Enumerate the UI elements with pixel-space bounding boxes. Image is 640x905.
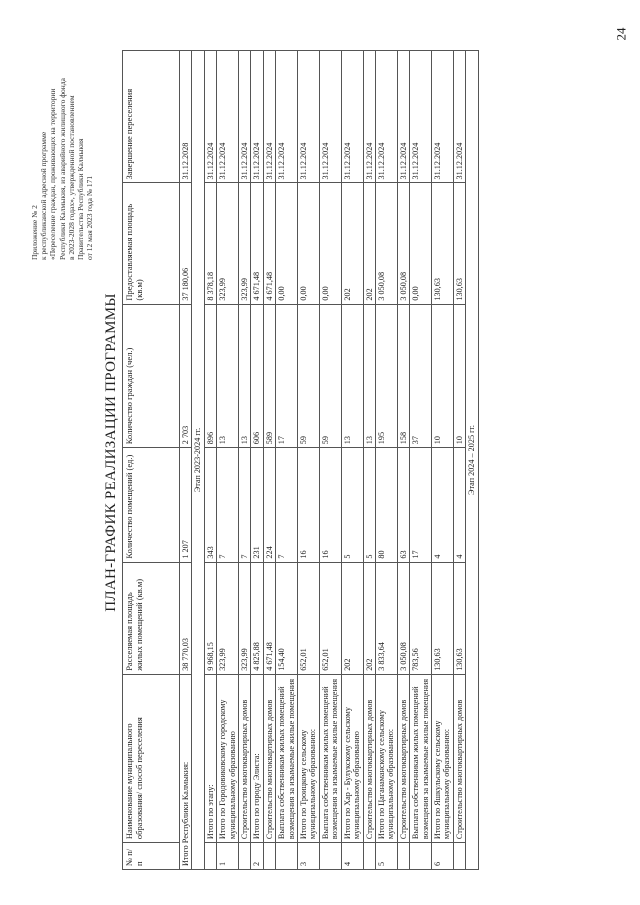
cell-completed: 31.12.2024 xyxy=(263,51,275,183)
cell-provided: 0,00 xyxy=(319,183,341,304)
cell-provided: 323,99 xyxy=(217,183,239,304)
cell-provided: 202 xyxy=(363,183,375,304)
cell-count: 7 xyxy=(217,448,239,562)
cell-area: 9 968,15 xyxy=(204,562,216,674)
cell-area: 323,99 xyxy=(217,562,239,674)
table-row xyxy=(239,51,251,870)
header-no: № п/п xyxy=(123,843,180,870)
total-count: 1 207 xyxy=(180,448,192,562)
table-row xyxy=(363,51,375,870)
table-row xyxy=(276,51,298,870)
cell-people: 59 xyxy=(319,304,341,448)
cell-no xyxy=(397,843,409,870)
appendix-line: «Переселение граждан, проживающих на территории xyxy=(48,88,58,260)
cell-area: 130,63 xyxy=(453,562,465,674)
stage-label: Этап 2023-2024 гг. xyxy=(192,51,204,870)
cell-people: 606 xyxy=(251,304,263,448)
table-row xyxy=(251,51,263,870)
cell-area: 202 xyxy=(341,562,363,674)
cell-name: Строительство многоквартирных домов xyxy=(263,674,275,842)
appendix-line: Правительства Республики Калмыкия xyxy=(76,138,86,260)
cell-no xyxy=(204,843,216,870)
cell-name: Итого по Городовиковскому городскому муниципальному образованию xyxy=(217,674,239,842)
stage-label: Этап 2024 – 2025 гг. xyxy=(466,51,478,870)
total-people: 2 703 xyxy=(180,304,192,448)
cell-count: 231 xyxy=(251,448,263,562)
cell-completed: 31.12.2024 xyxy=(363,51,375,183)
cell-name: Строительство многоквартирных домов xyxy=(239,674,251,842)
cell-completed: 31.12.2024 xyxy=(276,51,298,183)
cell-count: 17 xyxy=(410,448,432,562)
cell-provided: 130,63 xyxy=(431,183,453,304)
cell-completed: 31.12.2024 xyxy=(397,51,409,183)
cell-people: 195 xyxy=(375,304,397,448)
table-row xyxy=(263,51,275,870)
cell-count: 16 xyxy=(298,448,320,562)
cell-completed: 31.12.2024 xyxy=(375,51,397,183)
cell-no xyxy=(239,843,251,870)
header-completed: Завершение переселения xyxy=(123,51,180,183)
cell-provided: 3 050,08 xyxy=(397,183,409,304)
cell-name: Выплата собственникам жилых помещений возмещения за изымаемые жилые помещения xyxy=(410,674,432,842)
cell-area: 3 050,08 xyxy=(397,562,409,674)
cell-name: Строительство многоквартирных домов xyxy=(397,674,409,842)
cell-area: 4 825,88 xyxy=(251,562,263,674)
stage-row xyxy=(466,51,478,870)
cell-completed: 31.12.2024 xyxy=(239,51,251,183)
cell-area: 652,01 xyxy=(298,562,320,674)
cell-area: 4 671,48 xyxy=(263,562,275,674)
appendix-line: Приложение № 2 xyxy=(30,205,39,260)
table-row xyxy=(298,51,320,870)
cell-area: 154,40 xyxy=(276,562,298,674)
cell-provided: 202 xyxy=(341,183,363,304)
cell-name: Итого по этапу: xyxy=(204,674,216,842)
cell-area: 652,01 xyxy=(319,562,341,674)
cell-completed: 31.12.2024 xyxy=(410,51,432,183)
table-row xyxy=(453,51,465,870)
cell-completed: 31.12.2024 xyxy=(431,51,453,183)
cell-name: Строительство многоквартирных домов xyxy=(363,674,375,842)
cell-no: 6 xyxy=(431,843,453,870)
cell-count: 7 xyxy=(276,448,298,562)
cell-people: 158 xyxy=(397,304,409,448)
cell-people: 17 xyxy=(276,304,298,448)
table-row xyxy=(410,51,432,870)
stage-row xyxy=(192,51,204,870)
cell-provided: 8 378,18 xyxy=(204,183,216,304)
cell-provided: 4 671,48 xyxy=(263,183,275,304)
cell-people: 10 xyxy=(453,304,465,448)
cell-people: 10 xyxy=(431,304,453,448)
header-area: Расселяемая площадь жилых помещений (кв.м) xyxy=(123,562,180,674)
cell-no: 1 xyxy=(217,843,239,870)
cell-no xyxy=(410,843,432,870)
cell-count: 7 xyxy=(239,448,251,562)
cell-count: 4 xyxy=(453,448,465,562)
cell-count: 5 xyxy=(341,448,363,562)
header-provided: Предоставляемая площадь (кв.м) xyxy=(123,183,180,304)
cell-name: Итого по городу Элиста: xyxy=(251,674,263,842)
cell-no xyxy=(363,843,375,870)
cell-count: 224 xyxy=(263,448,275,562)
total-area: 38 770,03 xyxy=(180,562,192,674)
cell-people: 589 xyxy=(263,304,275,448)
table-row xyxy=(431,51,453,870)
cell-no xyxy=(453,843,465,870)
cell-completed: 31.12.2024 xyxy=(204,51,216,183)
cell-count: 4 xyxy=(431,448,453,562)
cell-name: Итого по Яшкульскому сельскому муниципальному образованию: xyxy=(431,674,453,842)
cell-area: 202 xyxy=(363,562,375,674)
cell-no xyxy=(263,843,275,870)
cell-area: 130,63 xyxy=(431,562,453,674)
cell-people: 13 xyxy=(363,304,375,448)
cell-people: 13 xyxy=(341,304,363,448)
cell-provided: 323,99 xyxy=(239,183,251,304)
cell-name: Итого по Хар - Булукскому сельскому муниципальному образованию xyxy=(341,674,363,842)
schedule-table xyxy=(122,50,479,870)
total-row xyxy=(180,51,192,870)
cell-area: 783,56 xyxy=(410,562,432,674)
cell-completed: 31.12.2024 xyxy=(319,51,341,183)
cell-provided: 0,00 xyxy=(298,183,320,304)
table-row xyxy=(397,51,409,870)
cell-completed: 31.12.2024 xyxy=(341,51,363,183)
cell-completed: 31.12.2024 xyxy=(217,51,239,183)
cell-people: 59 xyxy=(298,304,320,448)
appendix-line: Республики Калмыкия, из аварийного жилищного фонда xyxy=(57,78,67,260)
cell-completed: 31.12.2024 xyxy=(251,51,263,183)
appendix-line: в 2023-2028 годах», утвержденной постановлением xyxy=(66,95,76,260)
cell-people: 896 xyxy=(204,304,216,448)
header-count: Количество помещений (ед.) xyxy=(123,448,180,562)
cell-area: 3 833,64 xyxy=(375,562,397,674)
table-row xyxy=(217,51,239,870)
cell-no: 5 xyxy=(375,843,397,870)
cell-area: 323,99 xyxy=(239,562,251,674)
table-row xyxy=(319,51,341,870)
cell-provided: 4 671,48 xyxy=(251,183,263,304)
header-people: Количество граждан (чел.) xyxy=(123,304,180,448)
cell-count: 16 xyxy=(319,448,341,562)
total-completed: 31.12.2028 xyxy=(180,51,192,183)
cell-name: Итого по Цаганаманскому сельскому муниципальному образованию: xyxy=(375,674,397,842)
cell-count: 5 xyxy=(363,448,375,562)
table-row xyxy=(375,51,397,870)
cell-no: 3 xyxy=(298,843,320,870)
page-number: 24 xyxy=(613,27,629,41)
header-name: Наименование муниципального образования/ способ переселения xyxy=(123,674,180,842)
appendix-line: к республиканской адресной программе xyxy=(39,131,49,260)
cell-count: 343 xyxy=(204,448,216,562)
cell-completed: 31.12.2024 xyxy=(298,51,320,183)
cell-no xyxy=(276,843,298,870)
table-row xyxy=(204,51,216,870)
table-header-row xyxy=(123,51,180,870)
appendix-line: от 12 мая 2023 года № 171 xyxy=(85,175,95,260)
table-row xyxy=(341,51,363,870)
cell-no: 2 xyxy=(251,843,263,870)
cell-name: Строительство многоквартирных домов xyxy=(453,674,465,842)
total-provided: 37 180,06 xyxy=(180,183,192,304)
total-label: Итого Республики Калмыкия: xyxy=(180,674,192,869)
cell-name: Выплата собственникам жилых помещений возмещения за изымаемые жилые помещения xyxy=(276,674,298,842)
appendix-note xyxy=(30,25,94,260)
cell-people: 37 xyxy=(410,304,432,448)
cell-count: 80 xyxy=(375,448,397,562)
cell-provided: 0,00 xyxy=(276,183,298,304)
cell-provided: 3 050,08 xyxy=(375,183,397,304)
cell-people: 13 xyxy=(217,304,239,448)
document-title: ПЛАН-ГРАФИК РЕАЛИЗАЦИИ ПРОГРАММЫ xyxy=(103,293,119,612)
cell-name: Выплата собственникам жилых помещений возмещения за изымаемые жилые помещения xyxy=(319,674,341,842)
cell-provided: 0,00 xyxy=(410,183,432,304)
cell-no xyxy=(319,843,341,870)
cell-count: 63 xyxy=(397,448,409,562)
cell-no: 4 xyxy=(341,843,363,870)
cell-completed: 31.12.2024 xyxy=(453,51,465,183)
cell-people: 13 xyxy=(239,304,251,448)
cell-provided: 130,63 xyxy=(453,183,465,304)
cell-name: Итого по Троицкому сельскому муниципальному образованию: xyxy=(298,674,320,842)
